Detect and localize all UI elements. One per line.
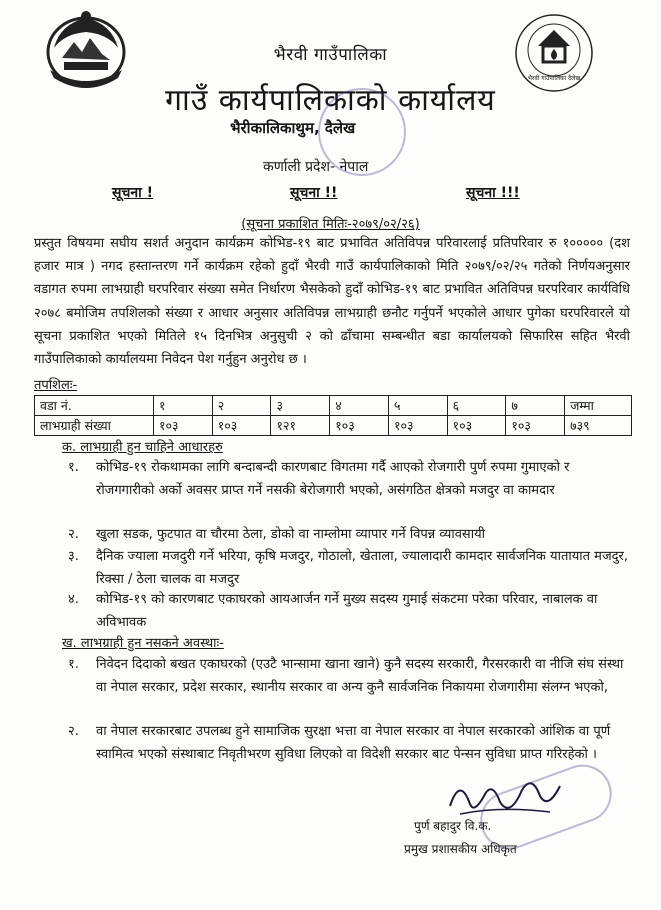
list-item (68, 588, 628, 636)
table-cell: ४ (330, 396, 389, 416)
table-cell: १ (154, 396, 213, 416)
list-item (68, 653, 628, 723)
list-item-text: खुला सडक, फुटपात वा चौरमा ठेला, डोको वा नाम्लोमा व्यापार गर्ने विपन्न व्यावसायी (96, 527, 485, 542)
list-item-number: १. (68, 460, 79, 475)
list-item-text: वा नेपाल सरकारबाट उपलब्ध हुने सामाजिक सुरक्षा भत्ता वा नेपाल सरकार वा नेपाल सरकारको आंशिक वा पूर्ण स्वामित्व भएको संस्थाबाट निवृतीभरण सुविधा लिएको वा विदेशी सरकार बाट पेन्सन सुविधा प्राप्त गरिरहेको । (96, 724, 611, 762)
table-cell: १२१ (271, 416, 330, 436)
table-cell: २ (212, 396, 271, 416)
notice-center: सूचना !! (290, 185, 338, 201)
table-cell: १०३ (212, 416, 271, 436)
table-cell: १०३ (330, 416, 389, 436)
beneficiary-table (34, 395, 632, 436)
published-date: (सूचना प्रकाशित मितिः-२०७९/०२/२६) (241, 217, 420, 232)
list-item-number: ४. (68, 592, 79, 607)
notice-left: सूचना ! (112, 185, 154, 201)
section-a-title: क. लाभग्राही हुन चाहिने आधारहरु (62, 440, 223, 455)
list-item-number: २. (68, 527, 79, 542)
section-b-title: ख. लाभग्राही हुन नसकने अवस्थाः- (62, 636, 224, 651)
table-cell: १०३ (388, 416, 447, 436)
signatory-title: प्रमुख प्रशासकीय अधिकृत (404, 842, 517, 856)
list-item-text: निवेदन दिदाको बखत एकाघरको (एउटै भान्सामा खाना खाने) कुनै सदस्य सरकारी, गैरसरकारी वा नीजि संघ संस्था वा नेपाल सरकार, प्रदेश सरकार, स्थानीय सरकार वा अन्य कुनै सार्वजनिक निकायमा रोजगारीमा संलग्न भएको, (96, 657, 624, 695)
list-item-number: ३. (68, 549, 79, 564)
table-cell: जम्मा (565, 396, 632, 416)
logo-caption: भैरवी गाउँपालिका दैलेख (527, 75, 581, 82)
list-item (68, 523, 628, 547)
list-item (68, 545, 628, 593)
table-cell: १०३ (154, 416, 213, 436)
table-row-beneficiaries (35, 416, 632, 436)
table-cell: ३ (271, 396, 330, 416)
list-item-text: दैनिक ज्याला मजदुरी गर्ने भरिया, कृषि मजदुर, गोठालो, खेताला, ज्यालादारी कामदार सार्वजनिक यातायात मजदुर, रिक्सा / ठेला चालक वा मजदुर (96, 549, 628, 587)
body-paragraph: प्रस्तुत विषयमा सघीय सशर्त अनुदान कार्यक्रम कोभिड-१९ बाट प्रभावित अतिविपन्न परिवारलाई प्रतिपरिवार रु १००००० (दश हजार मात्र ) नगद हस्तान्तरण गर्ने कार्यक्रम रहेको हुदाँ भैरवी गाउँ कार्यपालिकाको मिति २०७९/०२/२५ गतेको निर्णयअनुसार वडागत रुपमा लाभग्राही घरपरिवार संख्या समेत निर्धारण भैसकेको हुदाँ कोभिड-१९ बाट प्रभावित अतिविपन्न घरपरिवार कार्यविधि २०७८ बमोजिम तपशिलको संख्या र आधार अनुसार अतिविपन्न लाभग्राही छनौट गर्नुपर्ने भएकोले आधार पुगेका घरपरिवारले यो सूचना प्रकाशित भएको मितिले १५ दिनभित्र अनुसुची २ को ढाँचामा सम्बन्धीत बडा कार्यालयको सिफारिस सहित भैरवी गाउँपालिकाको कार्यालयमा निवेदन पेश गर्नुहुन अनुरोध छ । (34, 236, 630, 368)
list-item-text: कोभिड-१९ को कारणबाट एकाघरको आयआर्जन गर्ने मुख्य सदस्य गुमाई संकटमा परेका परिवार, नाबालक वा अविभावक (96, 592, 598, 630)
list-item (68, 456, 628, 526)
province: कर्णाली प्रदेश- नेपाल (263, 159, 369, 175)
table-title: तपशिलः- (34, 378, 78, 393)
signatory-name: पुर्ण बहादुर वि.क. (414, 819, 492, 833)
list-item-number: २. (68, 724, 79, 739)
list-item-number: १. (68, 657, 79, 672)
office-name: गाउँ कार्यपालिकाको कार्यालय (165, 83, 496, 118)
table-cell: ७३९ (565, 416, 632, 436)
table-cell: ६ (447, 396, 506, 416)
table-cell: १०३ (447, 416, 506, 436)
table-row-ward (35, 396, 632, 416)
table-cell: १०३ (506, 416, 565, 436)
org-name: भैरवी गाउँपालिका (273, 45, 388, 65)
row-label-beneficiaries: लाभग्राही संख्या (35, 416, 154, 436)
list-item-text: कोभिड-१९ रोकथामका लागि बन्दाबन्दी कारणबाट विगतमा गर्दै आएको रोजगारी पुर्ण रुपमा गुमाएको र रोजगगारीको अर्को अवसर प्राप्त गर्ने नसकी बेरोजगारी भएको, असंगठित क्षेत्रको मजदुर वा कामदार (96, 460, 570, 498)
notice-right: सूचना !!! (466, 185, 520, 201)
row-label-ward: वडा नं. (35, 396, 154, 416)
table-cell: ७ (506, 396, 565, 416)
office-place: भैरीकालिकाथुम, दैलेख (230, 119, 356, 137)
table-cell: ५ (388, 396, 447, 416)
